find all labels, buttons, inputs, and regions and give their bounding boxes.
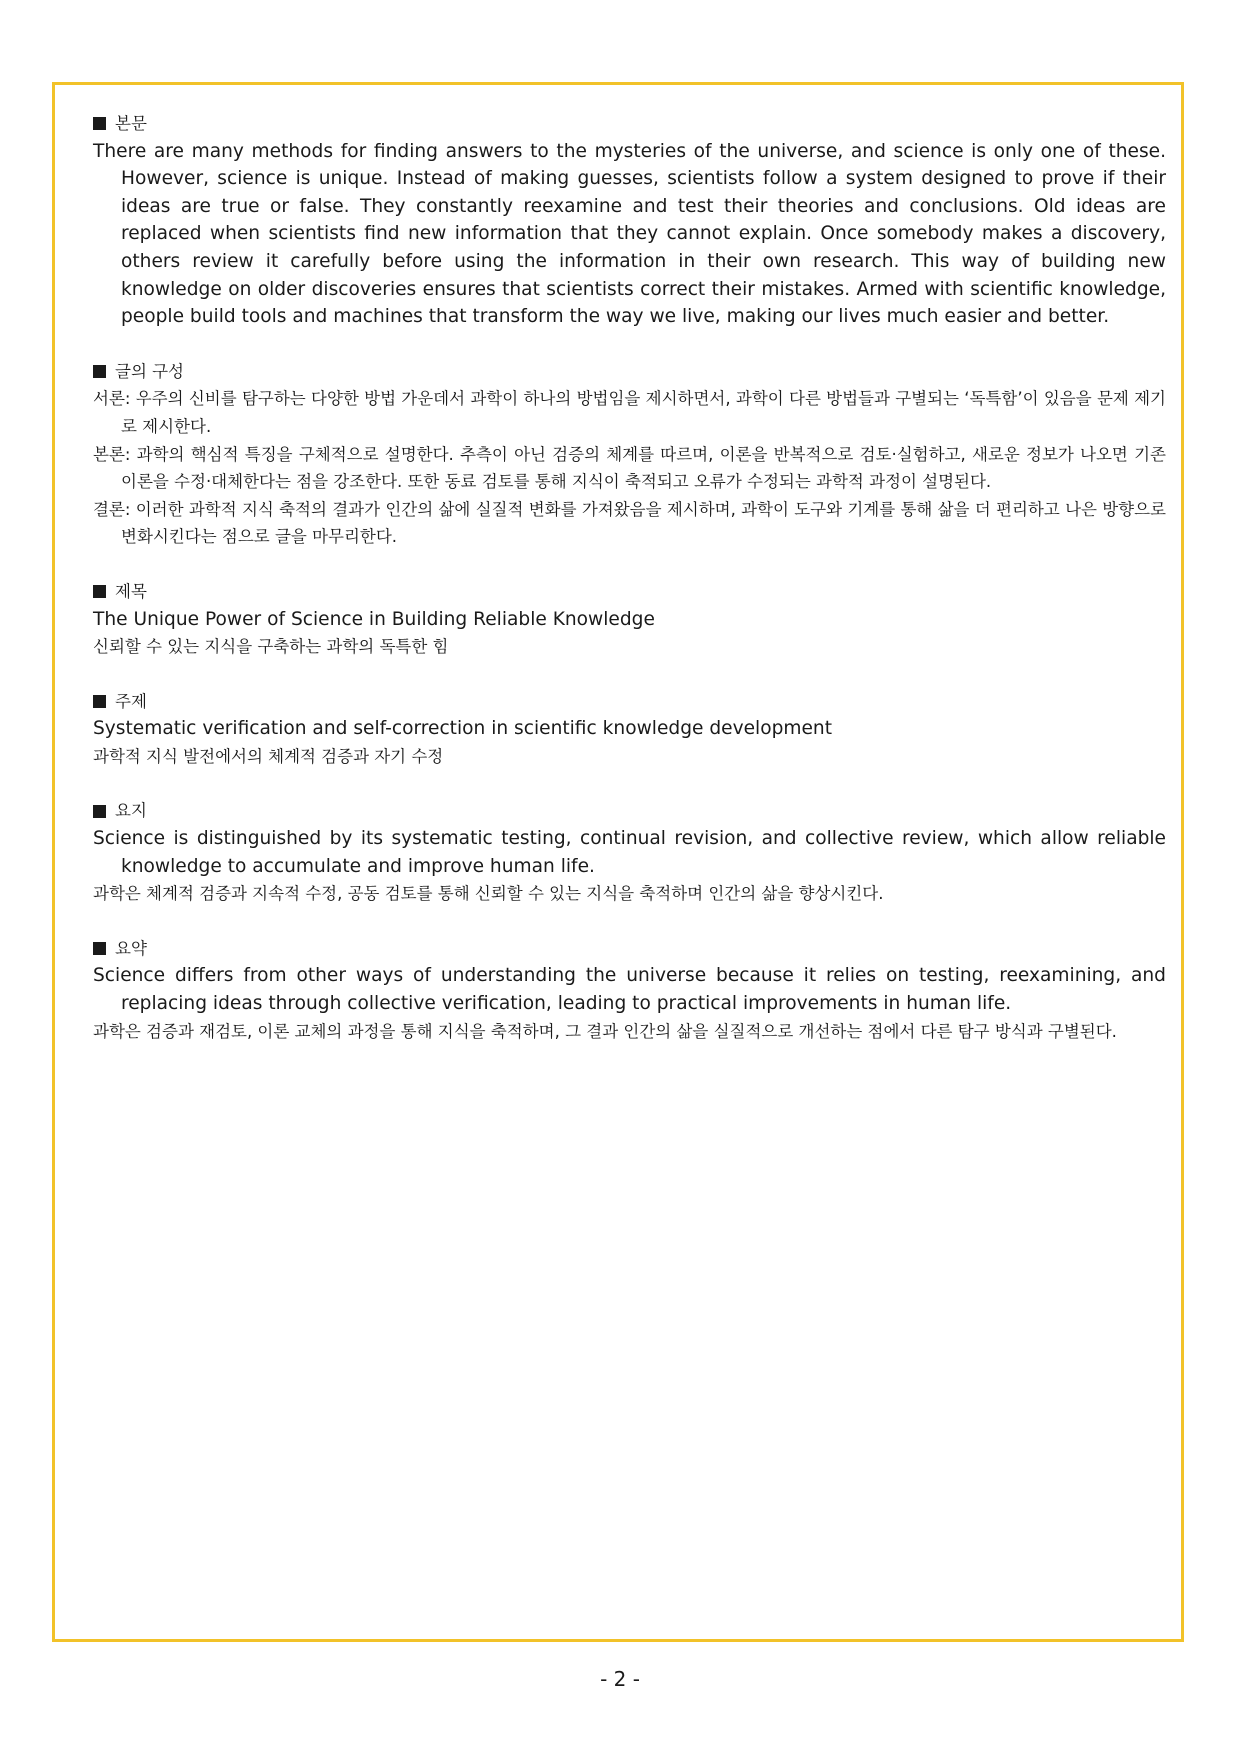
- section-heading: [93, 797, 1166, 825]
- structure-intro: 서론: 우주의 신비를 탐구하는 다양한 방법 가운데서 과학이 하나의 방법임을 제시하면서, 과학이 다른 방법들과 구별되는 ‘독특함’이 있음을 문제 제기로 제시한다.: [93, 389, 1166, 436]
- section-heading: [93, 110, 1166, 138]
- gist-english: Science is distinguished by its systematic testing, continual revision, and collective review, which allow reliable knowledge to accumulate and improve human life.: [93, 828, 1166, 877]
- square-bullet-icon: [93, 695, 106, 708]
- structure-main: 본론: 과학의 핵심적 특징을 구체적으로 설명한다. 추측이 아닌 검증의 체계를 따르며, 이론을 반복적으로 검토·실험하고, 새로운 정보가 나오면 기존 이론을 수정·대체한다는 점을 강조한다. 또한 동료 검토를 통해 지식이 축적되고 오류가 수정되는 과학적 과정이 설명된다.: [93, 444, 1166, 492]
- square-bullet-icon: [93, 805, 106, 818]
- section-body: [93, 110, 1166, 331]
- structure-conclusion: 결론: 이러한 과학적 지식 축적의 결과가 인간의 삶에 실질적 변화를 가져왔음을 제시하며, 과학이 도구와 기계를 통해 삶을 더 편리하고 나은 방향으로 변화시킨다는 점으로 글을 마무리한다.: [93, 499, 1166, 547]
- section-heading: [93, 688, 1166, 716]
- section-theme: [93, 688, 1166, 771]
- square-bullet-icon: [93, 117, 106, 130]
- document-content: [93, 110, 1166, 1072]
- section-heading: [93, 935, 1166, 963]
- section-heading-label: 본문: [115, 114, 147, 133]
- title-korean: 신뢰할 수 있는 지식을 구축하는 과학의 독특한 힘: [93, 637, 449, 657]
- square-bullet-icon: [93, 585, 106, 598]
- section-heading-label: 제목: [115, 581, 147, 601]
- page-number: - 2 -: [600, 1667, 640, 1691]
- section-heading-label: 요약: [115, 938, 147, 958]
- section-title: [93, 578, 1166, 661]
- square-bullet-icon: [93, 942, 106, 955]
- gist-korean: 과학은 체계적 검증과 지속적 수정, 공동 검토를 통해 신뢰할 수 있는 지식을 축적하며 인간의 삶을 향상시킨다.: [93, 884, 884, 904]
- section-summary: [93, 935, 1166, 1045]
- body-text: There are many methods for finding answers to the mysteries of the universe, and science is only one of these. However, science is unique. Instead of making guesses, scientists follow a system designed to prove if their ideas are true or false. They constantly reexamine and test their theories and conclusions. Old ideas are replaced when scientists find new information that they cannot explain. Once somebody makes a discovery, others review it carefully before using the information in their own research. This way of building new knowledge on older discoveries ensures that scientists correct their mistakes. Armed with scientific knowledge, people build tools and machines that transform the way we live, making our lives much easier and better.: [93, 140, 1166, 328]
- section-heading-label: 주제: [115, 691, 147, 711]
- section-heading: [93, 578, 1166, 606]
- section-heading-label: 요지: [115, 801, 147, 821]
- theme-english: Systematic verification and self-correction in scientific knowledge development: [93, 718, 833, 740]
- theme-korean: 과학적 지식 발전에서의 체계적 검증과 자기 수정: [93, 746, 444, 766]
- square-bullet-icon: [93, 365, 106, 378]
- section-heading-label: 글의 구성: [115, 361, 185, 381]
- section-structure: [93, 358, 1166, 551]
- title-english: The Unique Power of Science in Building Reliable Knowledge: [93, 608, 655, 630]
- section-gist: [93, 797, 1166, 907]
- summary-english: Science differs from other ways of understanding the universe because it relies on testing, reexamining, and replacing ideas through collective verification, leading to practical improvements in human life.: [93, 965, 1166, 1015]
- summary-korean: 과학은 검증과 재검토, 이론 교체의 과정을 통해 지식을 축적하며, 그 결과 인간의 삶을 실질적으로 개선하는 점에서 다른 탐구 방식과 구별된다.: [93, 1021, 1117, 1041]
- section-heading: [93, 358, 1166, 386]
